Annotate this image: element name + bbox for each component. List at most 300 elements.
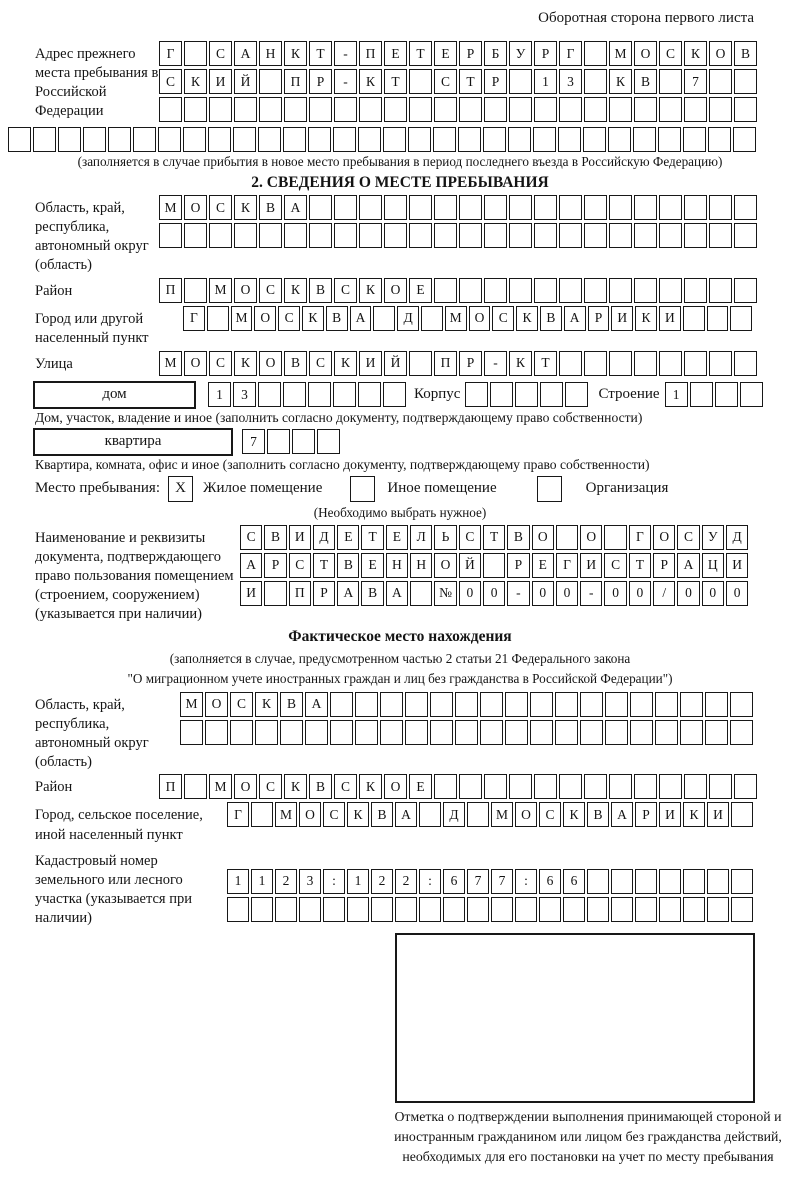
char-cell[interactable]: К	[609, 69, 632, 94]
char-cell[interactable]	[459, 97, 482, 122]
char-cell[interactable]	[180, 720, 203, 745]
char-cell[interactable]	[209, 223, 232, 248]
char-cell[interactable]	[734, 223, 757, 248]
char-cell[interactable]	[434, 223, 457, 248]
char-cell[interactable]	[330, 720, 353, 745]
char-cell[interactable]: О	[634, 41, 657, 66]
char-cell[interactable]	[611, 869, 633, 894]
char-cell[interactable]: 1	[347, 869, 369, 894]
char-cell[interactable]: О	[384, 774, 407, 799]
char-cell[interactable]	[609, 195, 632, 220]
char-cell[interactable]: В	[540, 306, 562, 331]
char-cell[interactable]	[705, 720, 728, 745]
char-cell[interactable]	[731, 802, 753, 827]
char-cell[interactable]	[604, 525, 626, 550]
char-cell[interactable]	[715, 382, 738, 407]
char-cell[interactable]: Т	[629, 553, 651, 578]
char-cell[interactable]: Л	[410, 525, 432, 550]
char-cell[interactable]: К	[359, 278, 382, 303]
char-cell[interactable]	[384, 195, 407, 220]
checkbox-residential[interactable]: X	[168, 476, 193, 502]
char-cell[interactable]: В	[587, 802, 609, 827]
char-cell[interactable]	[659, 869, 681, 894]
char-cell[interactable]	[709, 195, 732, 220]
char-cell[interactable]	[540, 382, 563, 407]
char-cell[interactable]	[409, 97, 432, 122]
char-cell[interactable]	[308, 382, 331, 407]
char-cell[interactable]	[734, 69, 757, 94]
char-cell[interactable]	[308, 127, 331, 152]
char-cell[interactable]	[355, 692, 378, 717]
char-cell[interactable]	[8, 127, 31, 152]
char-cell[interactable]	[539, 897, 561, 922]
char-cell[interactable]: О	[515, 802, 537, 827]
char-cell[interactable]	[292, 429, 315, 454]
char-cell[interactable]	[408, 127, 431, 152]
char-cell[interactable]	[635, 869, 657, 894]
char-cell[interactable]	[584, 195, 607, 220]
char-cell[interactable]: 1	[534, 69, 557, 94]
char-cell[interactable]	[509, 97, 532, 122]
char-cell[interactable]: Р	[653, 553, 675, 578]
char-cell[interactable]: Г	[629, 525, 651, 550]
char-cell[interactable]	[730, 720, 753, 745]
char-cell[interactable]	[690, 382, 713, 407]
char-cell[interactable]	[384, 223, 407, 248]
char-cell[interactable]	[355, 720, 378, 745]
char-cell[interactable]	[184, 774, 207, 799]
char-cell[interactable]	[633, 127, 656, 152]
char-cell[interactable]	[556, 525, 578, 550]
char-cell[interactable]: О	[205, 692, 228, 717]
char-cell[interactable]	[635, 897, 657, 922]
char-cell[interactable]	[484, 223, 507, 248]
char-cell[interactable]	[634, 97, 657, 122]
char-cell[interactable]	[480, 692, 503, 717]
char-cell[interactable]	[634, 351, 657, 376]
char-cell[interactable]: Т	[409, 41, 432, 66]
char-cell[interactable]	[207, 306, 229, 331]
char-cell[interactable]	[410, 581, 432, 606]
char-cell[interactable]	[465, 382, 488, 407]
char-cell[interactable]	[634, 195, 657, 220]
char-cell[interactable]: 0	[483, 581, 505, 606]
char-cell[interactable]: И	[359, 351, 382, 376]
char-cell[interactable]: Т	[459, 69, 482, 94]
char-cell[interactable]	[709, 97, 732, 122]
char-cell[interactable]	[609, 278, 632, 303]
char-cell[interactable]: С	[289, 553, 311, 578]
char-cell[interactable]: С	[209, 41, 232, 66]
char-cell[interactable]	[484, 195, 507, 220]
char-cell[interactable]	[608, 127, 631, 152]
house-field-box[interactable]: дом	[33, 381, 196, 409]
char-cell[interactable]: К	[284, 41, 307, 66]
char-cell[interactable]	[299, 897, 321, 922]
char-cell[interactable]: Р	[313, 581, 335, 606]
char-cell[interactable]	[605, 692, 628, 717]
char-cell[interactable]: О	[234, 774, 257, 799]
char-cell[interactable]: У	[702, 525, 724, 550]
char-cell[interactable]: С	[230, 692, 253, 717]
char-cell[interactable]: С	[492, 306, 514, 331]
char-cell[interactable]: Г	[559, 41, 582, 66]
char-cell[interactable]	[455, 692, 478, 717]
char-cell[interactable]	[680, 692, 703, 717]
char-cell[interactable]	[347, 897, 369, 922]
char-cell[interactable]: 1	[251, 869, 273, 894]
char-cell[interactable]	[251, 897, 273, 922]
char-cell[interactable]: К	[334, 351, 357, 376]
char-cell[interactable]	[434, 195, 457, 220]
char-cell[interactable]	[730, 692, 753, 717]
char-cell[interactable]: М	[609, 41, 632, 66]
char-cell[interactable]	[659, 195, 682, 220]
char-cell[interactable]: А	[305, 692, 328, 717]
char-cell[interactable]: В	[634, 69, 657, 94]
char-cell[interactable]	[587, 869, 609, 894]
char-cell[interactable]	[409, 69, 432, 94]
char-cell[interactable]	[740, 382, 763, 407]
char-cell[interactable]	[333, 127, 356, 152]
char-cell[interactable]: В	[259, 195, 282, 220]
char-cell[interactable]	[358, 127, 381, 152]
char-cell[interactable]: Р	[534, 41, 557, 66]
char-cell[interactable]: Е	[384, 41, 407, 66]
char-cell[interactable]	[330, 692, 353, 717]
char-cell[interactable]: К	[635, 306, 657, 331]
char-cell[interactable]	[559, 97, 582, 122]
char-cell[interactable]: В	[280, 692, 303, 717]
char-cell[interactable]	[509, 69, 532, 94]
char-cell[interactable]: О	[434, 553, 456, 578]
char-cell[interactable]: Ц	[702, 553, 724, 578]
char-cell[interactable]: Т	[313, 553, 335, 578]
char-cell[interactable]	[534, 774, 557, 799]
char-cell[interactable]	[584, 223, 607, 248]
char-cell[interactable]: А	[284, 195, 307, 220]
char-cell[interactable]	[505, 692, 528, 717]
char-cell[interactable]: О	[184, 195, 207, 220]
char-cell[interactable]	[380, 692, 403, 717]
char-cell[interactable]	[405, 720, 428, 745]
char-cell[interactable]: С	[459, 525, 481, 550]
char-cell[interactable]: О	[259, 351, 282, 376]
char-cell[interactable]	[683, 127, 706, 152]
char-cell[interactable]	[584, 774, 607, 799]
char-cell[interactable]	[708, 127, 731, 152]
char-cell[interactable]	[467, 897, 489, 922]
char-cell[interactable]	[659, 278, 682, 303]
char-cell[interactable]: 6	[563, 869, 585, 894]
char-cell[interactable]: А	[240, 553, 262, 578]
char-cell[interactable]: Г	[227, 802, 249, 827]
char-cell[interactable]: 0	[532, 581, 554, 606]
char-cell[interactable]	[709, 351, 732, 376]
char-cell[interactable]	[434, 774, 457, 799]
char-cell[interactable]: М	[159, 351, 182, 376]
char-cell[interactable]: К	[347, 802, 369, 827]
char-cell[interactable]: :	[419, 869, 441, 894]
char-cell[interactable]	[334, 195, 357, 220]
char-cell[interactable]: А	[350, 306, 372, 331]
char-cell[interactable]	[305, 720, 328, 745]
char-cell[interactable]	[184, 97, 207, 122]
char-cell[interactable]	[159, 223, 182, 248]
char-cell[interactable]: Й	[234, 69, 257, 94]
char-cell[interactable]	[259, 69, 282, 94]
char-cell[interactable]	[683, 306, 705, 331]
char-cell[interactable]: -	[507, 581, 529, 606]
char-cell[interactable]: К	[684, 41, 707, 66]
char-cell[interactable]: П	[159, 774, 182, 799]
char-cell[interactable]	[184, 223, 207, 248]
char-cell[interactable]: Р	[459, 351, 482, 376]
char-cell[interactable]	[258, 382, 281, 407]
char-cell[interactable]	[659, 897, 681, 922]
char-cell[interactable]	[333, 382, 356, 407]
char-cell[interactable]	[83, 127, 106, 152]
char-cell[interactable]	[559, 195, 582, 220]
char-cell[interactable]: О	[709, 41, 732, 66]
char-cell[interactable]	[443, 897, 465, 922]
char-cell[interactable]: Е	[434, 41, 457, 66]
char-cell[interactable]	[609, 774, 632, 799]
char-cell[interactable]: Е	[386, 525, 408, 550]
char-cell[interactable]	[284, 97, 307, 122]
char-cell[interactable]: К	[184, 69, 207, 94]
char-cell[interactable]	[683, 897, 705, 922]
char-cell[interactable]	[534, 195, 557, 220]
char-cell[interactable]: Р	[507, 553, 529, 578]
char-cell[interactable]: 7	[491, 869, 513, 894]
char-cell[interactable]: Г	[183, 306, 205, 331]
char-cell[interactable]	[684, 195, 707, 220]
char-cell[interactable]: Р	[264, 553, 286, 578]
char-cell[interactable]	[709, 223, 732, 248]
char-cell[interactable]	[658, 127, 681, 152]
char-cell[interactable]	[559, 278, 582, 303]
char-cell[interactable]: А	[337, 581, 359, 606]
char-cell[interactable]	[533, 127, 556, 152]
char-cell[interactable]	[587, 897, 609, 922]
char-cell[interactable]	[108, 127, 131, 152]
char-cell[interactable]	[280, 720, 303, 745]
char-cell[interactable]	[359, 223, 382, 248]
char-cell[interactable]: Г	[159, 41, 182, 66]
char-cell[interactable]: А	[386, 581, 408, 606]
char-cell[interactable]	[434, 278, 457, 303]
char-cell[interactable]: К	[516, 306, 538, 331]
char-cell[interactable]: У	[509, 41, 532, 66]
char-cell[interactable]	[684, 223, 707, 248]
char-cell[interactable]	[534, 97, 557, 122]
char-cell[interactable]	[605, 720, 628, 745]
char-cell[interactable]	[609, 351, 632, 376]
char-cell[interactable]: 7	[467, 869, 489, 894]
apartment-field-box[interactable]: квартира	[33, 428, 233, 456]
char-cell[interactable]	[580, 692, 603, 717]
char-cell[interactable]: В	[337, 553, 359, 578]
char-cell[interactable]	[707, 869, 729, 894]
char-cell[interactable]	[508, 127, 531, 152]
char-cell[interactable]: 0	[702, 581, 724, 606]
char-cell[interactable]	[459, 195, 482, 220]
char-cell[interactable]: Р	[588, 306, 610, 331]
char-cell[interactable]: С	[259, 278, 282, 303]
char-cell[interactable]	[267, 429, 290, 454]
char-cell[interactable]	[559, 774, 582, 799]
char-cell[interactable]: С	[240, 525, 262, 550]
char-cell[interactable]: А	[234, 41, 257, 66]
char-cell[interactable]	[383, 382, 406, 407]
char-cell[interactable]	[484, 97, 507, 122]
char-cell[interactable]	[509, 278, 532, 303]
char-cell[interactable]	[734, 195, 757, 220]
char-cell[interactable]: С	[434, 69, 457, 94]
char-cell[interactable]	[309, 223, 332, 248]
char-cell[interactable]	[459, 223, 482, 248]
char-cell[interactable]	[383, 127, 406, 152]
char-cell[interactable]	[584, 97, 607, 122]
char-cell[interactable]	[395, 897, 417, 922]
char-cell[interactable]	[558, 127, 581, 152]
char-cell[interactable]: М	[275, 802, 297, 827]
char-cell[interactable]: 7	[684, 69, 707, 94]
char-cell[interactable]: С	[309, 351, 332, 376]
char-cell[interactable]: 0	[726, 581, 748, 606]
char-cell[interactable]: К	[563, 802, 585, 827]
char-cell[interactable]	[734, 97, 757, 122]
char-cell[interactable]: :	[323, 869, 345, 894]
char-cell[interactable]	[609, 223, 632, 248]
char-cell[interactable]	[159, 97, 182, 122]
char-cell[interactable]	[655, 720, 678, 745]
char-cell[interactable]	[731, 897, 753, 922]
char-cell[interactable]	[509, 195, 532, 220]
char-cell[interactable]	[559, 223, 582, 248]
char-cell[interactable]: В	[507, 525, 529, 550]
char-cell[interactable]	[234, 97, 257, 122]
char-cell[interactable]	[684, 774, 707, 799]
char-cell[interactable]: Е	[409, 774, 432, 799]
char-cell[interactable]: Б	[484, 41, 507, 66]
char-cell[interactable]: С	[259, 774, 282, 799]
char-cell[interactable]	[283, 382, 306, 407]
char-cell[interactable]	[421, 306, 443, 331]
char-cell[interactable]: С	[334, 278, 357, 303]
char-cell[interactable]	[609, 97, 632, 122]
char-cell[interactable]	[634, 223, 657, 248]
char-cell[interactable]	[480, 720, 503, 745]
char-cell[interactable]	[208, 127, 231, 152]
char-cell[interactable]: Р	[484, 69, 507, 94]
char-cell[interactable]	[258, 127, 281, 152]
char-cell[interactable]: В	[734, 41, 757, 66]
char-cell[interactable]	[534, 278, 557, 303]
char-cell[interactable]	[371, 897, 393, 922]
char-cell[interactable]	[584, 41, 607, 66]
char-cell[interactable]: С	[677, 525, 699, 550]
char-cell[interactable]	[734, 774, 757, 799]
char-cell[interactable]: И	[707, 802, 729, 827]
char-cell[interactable]: 1	[665, 382, 688, 407]
char-cell[interactable]	[683, 869, 705, 894]
char-cell[interactable]: :	[515, 869, 537, 894]
char-cell[interactable]: М	[445, 306, 467, 331]
char-cell[interactable]: Р	[459, 41, 482, 66]
char-cell[interactable]	[483, 127, 506, 152]
char-cell[interactable]: Н	[259, 41, 282, 66]
char-cell[interactable]: П	[359, 41, 382, 66]
char-cell[interactable]	[309, 195, 332, 220]
char-cell[interactable]: 2	[275, 869, 297, 894]
char-cell[interactable]	[459, 278, 482, 303]
char-cell[interactable]	[684, 278, 707, 303]
char-cell[interactable]	[459, 774, 482, 799]
char-cell[interactable]: Е	[337, 525, 359, 550]
char-cell[interactable]	[483, 553, 505, 578]
char-cell[interactable]: В	[326, 306, 348, 331]
char-cell[interactable]: Р	[309, 69, 332, 94]
char-cell[interactable]	[584, 278, 607, 303]
char-cell[interactable]: В	[361, 581, 383, 606]
char-cell[interactable]: О	[532, 525, 554, 550]
char-cell[interactable]: №	[434, 581, 456, 606]
char-cell[interactable]: Д	[397, 306, 419, 331]
char-cell[interactable]	[405, 692, 428, 717]
char-cell[interactable]: К	[509, 351, 532, 376]
char-cell[interactable]	[433, 127, 456, 152]
checkbox-organization[interactable]	[537, 476, 562, 502]
char-cell[interactable]: 1	[227, 869, 249, 894]
char-cell[interactable]: 1	[208, 382, 231, 407]
char-cell[interactable]: К	[255, 692, 278, 717]
char-cell[interactable]	[430, 692, 453, 717]
char-cell[interactable]	[259, 223, 282, 248]
char-cell[interactable]: Т	[483, 525, 505, 550]
char-cell[interactable]: 0	[556, 581, 578, 606]
char-cell[interactable]: Й	[384, 351, 407, 376]
char-cell[interactable]	[323, 897, 345, 922]
char-cell[interactable]	[209, 97, 232, 122]
char-cell[interactable]	[730, 306, 752, 331]
char-cell[interactable]: С	[323, 802, 345, 827]
char-cell[interactable]	[515, 897, 537, 922]
char-cell[interactable]: О	[299, 802, 321, 827]
char-cell[interactable]: Т	[384, 69, 407, 94]
char-cell[interactable]	[515, 382, 538, 407]
char-cell[interactable]	[659, 223, 682, 248]
char-cell[interactable]	[559, 351, 582, 376]
char-cell[interactable]	[133, 127, 156, 152]
char-cell[interactable]	[255, 720, 278, 745]
char-cell[interactable]	[33, 127, 56, 152]
char-cell[interactable]	[484, 774, 507, 799]
char-cell[interactable]: К	[359, 69, 382, 94]
char-cell[interactable]	[359, 195, 382, 220]
char-cell[interactable]: С	[604, 553, 626, 578]
char-cell[interactable]	[434, 97, 457, 122]
char-cell[interactable]: -	[580, 581, 602, 606]
char-cell[interactable]	[555, 720, 578, 745]
char-cell[interactable]	[251, 802, 273, 827]
char-cell[interactable]	[334, 97, 357, 122]
char-cell[interactable]	[634, 278, 657, 303]
char-cell[interactable]	[563, 897, 585, 922]
char-cell[interactable]: К	[234, 195, 257, 220]
char-cell[interactable]: 3	[233, 382, 256, 407]
